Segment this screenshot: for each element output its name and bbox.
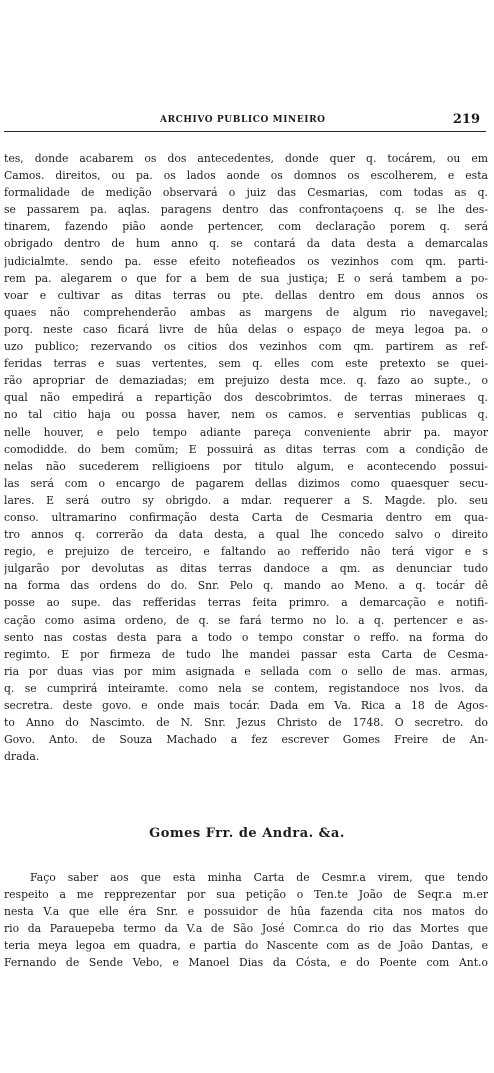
text-line: Govo. Anto. de Souza Machado a fez escrever Gomes Freire de An- bbox=[4, 733, 488, 747]
text-line: regio, e prejuizo de terceiro, e faltando ao refferido não terá vigor e s bbox=[4, 545, 488, 559]
text-line: conso. ultramarino confirmação desta Carta de Cesmaria dentro em qua- bbox=[4, 510, 488, 524]
text-line: drada. bbox=[4, 750, 40, 764]
text-line: rio da Parauepeba termo da V.a de São José Comr.ca do rio das Mortes que bbox=[4, 922, 488, 936]
page-number: 219 bbox=[452, 112, 480, 127]
running-head: ARCHIVO PUBLICO MINEIRO bbox=[160, 115, 326, 125]
text-line: teria meya legoa em quadra, e partia do Nascente com as de João Dantas, e bbox=[4, 939, 488, 953]
text-line: Fernando de Sende Vebo, e Manoel Dias da Cósta, e do Poente com Ant.o bbox=[4, 956, 488, 970]
text-line: sento nas costas desta para a todo o tempo constar o reffo. na forma do bbox=[4, 630, 488, 644]
text-line: regimto. E por firmeza de tudo lhe mandei passar esta Carta de Cesma- bbox=[4, 647, 488, 661]
text-line: qual não empedirá a repartição dos descobrimtos. de terras mineraes q. bbox=[4, 391, 488, 405]
text-line: nelle houver, e pelo tempo adiante pareça conveniente abrir pa. mayor bbox=[4, 425, 488, 439]
text-line: formalidade de medição observará o juiz das Cesmarias, com todas as q. bbox=[4, 186, 488, 200]
text-line: julgarão por devolutas as ditas terras dandoce a qm. as denunciar tudo bbox=[4, 562, 488, 576]
text-line: no tal citio haja ou possa haver, nem os camos. e serventias publicas q. bbox=[4, 408, 488, 422]
text-line: respeito a me repprezentar por sua petição o Ten.te João de Seqr.a m.er bbox=[4, 888, 488, 902]
text-line: obrigado dentro de hum anno q. se contará da data desta a demarcalas bbox=[4, 237, 488, 251]
body-paragraph bbox=[4, 150, 488, 765]
text-line: rão apropriar de demaziadas; em prejuizo desta mce. q. fazo ao supte., o bbox=[4, 374, 488, 388]
text-line: na forma das ordens do do. Snr. Pelo q. mando ao Meno. a q. tocár dê bbox=[4, 579, 488, 593]
text-line: las será com o encargo de pagarem dellas dizimos como quaesquer secu- bbox=[4, 476, 488, 490]
text-line: rem pa. alegarem o que for a bem de sua justiça; E o será tambem a po- bbox=[4, 271, 488, 285]
text-line: lares. E será outro sy obrigdo. a mdar. requerer a S. Magde. plo. seu bbox=[4, 493, 488, 507]
text-line: nesta V.a que elle éra Snr. e possuidor de hûa fazenda cita nos matos do bbox=[4, 905, 488, 919]
text-line: tinarem, fazendo pião aonde pertencer, com declaração porem q. será bbox=[4, 220, 488, 234]
text-line: feridas terras e suas vertentes, sem q. elles com este pretexto se quei- bbox=[4, 357, 488, 371]
body-paragraph bbox=[4, 869, 488, 972]
text-line: Faço saber aos que esta minha Carta de Cesmr.a virem, que tendo bbox=[30, 871, 488, 884]
section-heading: Gomes Frr. de Andra. &a. bbox=[149, 826, 345, 841]
text-line: nelas não sucederem relligioens por titulo algum, e acontecendo possui- bbox=[4, 459, 488, 473]
header-rule bbox=[4, 131, 486, 132]
text-line: tes, donde acabarem os dos antecedentes, donde quer q. tocárem, ou em bbox=[4, 152, 488, 165]
text-line: Camos. direitos, ou pa. os lados aonde os domnos os escolherem, e esta bbox=[4, 169, 488, 183]
text-line: posse ao supe. das refferidas terras feita primro. a demarcação e notifi- bbox=[4, 596, 488, 610]
text-line: se passarem pa. aqlas. paragens dentro das confrontaçoens q. se lhe des- bbox=[4, 203, 488, 217]
text-line: voar e cultivar as ditas terras ou pte. dellas dentro em dous annos os bbox=[4, 288, 488, 302]
text-line: comodidde. do bem comũm; E possuirá as ditas terras com a condição de bbox=[4, 442, 488, 456]
text-line: to Anno do Nascimto. de N. Snr. Jezus Christo de 1748. O secretro. do bbox=[4, 716, 488, 730]
text-line: secretra. deste govo. e onde mais tocár. Dada em Va. Rica a 18 de Agos- bbox=[4, 699, 488, 712]
text-line: ria por duas vias por mim asignada e sellada com o sello de mas. armas, bbox=[4, 664, 488, 678]
text-line: q. se cumprirá inteiramte. como nela se contem, registandoce nos lvos. da bbox=[4, 681, 488, 695]
text-line: quaes não comprehenderão ambas as margens de algum rio navegavel; bbox=[4, 305, 488, 319]
text-line: judicialmte. sendo pa. esse efeito notefieados os vezinhos com qm. parti- bbox=[4, 254, 488, 268]
text-line: porq. neste caso ficará livre de hûa delas o espaço de meya legoa pa. o bbox=[4, 322, 488, 336]
text-line: cação como asima ordeno, de q. se fará termo no lo. a q. pertencer e as- bbox=[4, 613, 488, 627]
text-line: tro annos q. correrão da data desta, a qual lhe concedo salvo o direito bbox=[4, 528, 488, 542]
text-line: uzo publico; rezervando os citios dos vezinhos com qm. partirem as ref- bbox=[4, 340, 488, 354]
